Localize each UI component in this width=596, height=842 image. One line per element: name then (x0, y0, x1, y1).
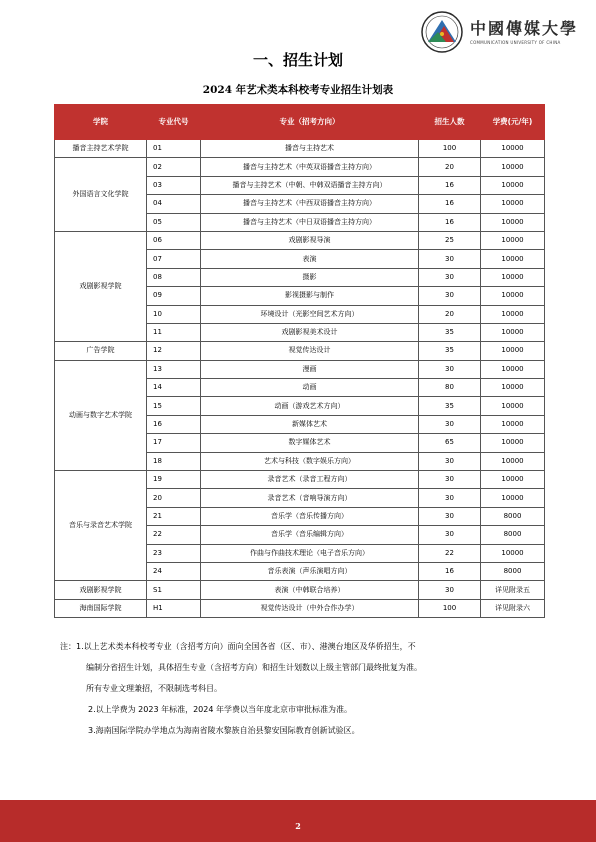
major-cell: 数字媒体艺术 (201, 434, 419, 452)
table-row (55, 342, 545, 360)
quota-cell: 16 (419, 213, 481, 231)
note-line-5: 3.海南国际学院办学地点为海南省陵水黎族自治县黎安国际教育创新试验区。 (88, 726, 360, 735)
code-cell: 19 (147, 471, 201, 489)
quota-cell: 30 (419, 360, 481, 378)
fee-cell: 10000 (481, 305, 545, 323)
major-cell: 新媒体艺术 (201, 415, 419, 433)
note-line-3: 所有专业文理兼招，不限制选考科目。 (86, 684, 222, 693)
quota-cell: 100 (419, 599, 481, 617)
notes (60, 636, 546, 741)
code-cell: 10 (147, 305, 201, 323)
quota-cell: 80 (419, 379, 481, 397)
fee-cell: 10000 (481, 544, 545, 562)
major-cell: 音乐学（音乐传播方向） (201, 507, 419, 525)
major-cell: 播音与主持艺术（中日双语播音主持方向） (201, 213, 419, 231)
fee-cell: 10000 (481, 213, 545, 231)
code-cell: H1 (147, 599, 201, 617)
table-header-row (55, 105, 545, 140)
fee-cell: 10000 (481, 176, 545, 194)
fee-cell: 8000 (481, 526, 545, 544)
code-cell: 20 (147, 489, 201, 507)
major-cell: 漫画 (201, 360, 419, 378)
quota-cell: 35 (419, 342, 481, 360)
enrollment-plan-table (54, 104, 545, 618)
quota-cell: 16 (419, 176, 481, 194)
quota-cell: 100 (419, 140, 481, 158)
table-row (55, 158, 545, 176)
code-cell: 01 (147, 140, 201, 158)
quota-cell: 20 (419, 158, 481, 176)
major-cell: 作曲与作曲技术理论（电子音乐方向） (201, 544, 419, 562)
college-cell: 音乐与录音艺术学院 (55, 471, 147, 581)
major-cell: 播音与主持艺术（中西双语播音主持方向） (201, 195, 419, 213)
quota-cell: 30 (419, 250, 481, 268)
code-cell: 04 (147, 195, 201, 213)
code-cell: 15 (147, 397, 201, 415)
fee-cell: 10000 (481, 342, 545, 360)
code-cell: 05 (147, 213, 201, 231)
fee-cell: 详见附录六 (481, 599, 545, 617)
table-row (55, 231, 545, 249)
code-cell: 07 (147, 250, 201, 268)
table-row (55, 360, 545, 378)
quota-cell: 22 (419, 544, 481, 562)
code-cell: 02 (147, 158, 201, 176)
major-cell: 播音与主持艺术（中朝、中韩双语播音主持方向） (201, 176, 419, 194)
major-cell: 艺术与科技（数字娱乐方向） (201, 452, 419, 470)
fee-cell: 10000 (481, 268, 545, 286)
major-cell: 播音与主持艺术 (201, 140, 419, 158)
fee-cell: 10000 (481, 397, 545, 415)
quota-cell: 30 (419, 452, 481, 470)
quota-cell: 16 (419, 195, 481, 213)
code-cell: 13 (147, 360, 201, 378)
major-cell: 录音艺术（录音工程方向） (201, 471, 419, 489)
code-cell: 14 (147, 379, 201, 397)
major-cell: 视觉传达设计（中外合作办学） (201, 599, 419, 617)
quota-cell: 20 (419, 305, 481, 323)
major-cell: 动画（游戏艺术方向） (201, 397, 419, 415)
quota-cell: 35 (419, 323, 481, 341)
major-cell: 音乐学（音乐编辑方向） (201, 526, 419, 544)
header-major: 专业（招考方向） (201, 105, 419, 140)
quota-cell: 30 (419, 415, 481, 433)
section-title: 一、招生计划 (252, 51, 343, 69)
quota-cell: 30 (419, 471, 481, 489)
table-body (55, 140, 545, 618)
fee-cell: 10000 (481, 434, 545, 452)
quota-cell: 30 (419, 489, 481, 507)
major-cell: 影视摄影与制作 (201, 287, 419, 305)
university-emblem-icon (420, 10, 464, 54)
college-cell: 海南国际学院 (55, 599, 147, 617)
code-cell: 23 (147, 544, 201, 562)
major-cell: 表演（中韩联合培养） (201, 581, 419, 599)
code-cell: 16 (147, 415, 201, 433)
header-quota: 招生人数 (419, 105, 481, 140)
major-cell: 播音与主持艺术（中英双语播音主持方向） (201, 158, 419, 176)
fee-cell: 10000 (481, 415, 545, 433)
quota-cell: 65 (419, 434, 481, 452)
major-cell: 视觉传达设计 (201, 342, 419, 360)
fee-cell: 10000 (481, 323, 545, 341)
fee-cell: 10000 (481, 158, 545, 176)
quota-cell: 30 (419, 287, 481, 305)
school-name-en: COMMUNICATION UNIVERSITY OF CHINA (470, 40, 561, 45)
code-cell: 03 (147, 176, 201, 194)
note-line-2: 编制分省招生计划，具体招生专业（含招考方向）和招生计划数以上级主管部门最终批复为准。 (86, 663, 422, 672)
major-cell: 音乐表演（声乐演唱方向） (201, 562, 419, 580)
note-line-4: 2.以上学费为 2023 年标准，2024 年学费以当年度北京市审批标准为准。 (88, 705, 352, 714)
college-cell: 动画与数字艺术学院 (55, 360, 147, 470)
major-cell: 戏剧影视导演 (201, 231, 419, 249)
major-cell: 动画 (201, 379, 419, 397)
college-cell: 戏剧影视学院 (55, 231, 147, 341)
fee-cell: 10000 (481, 140, 545, 158)
fee-cell: 10000 (481, 195, 545, 213)
quota-cell: 30 (419, 526, 481, 544)
quota-cell: 30 (419, 507, 481, 525)
fee-cell: 8000 (481, 562, 545, 580)
note-line-1: 注：1.以上艺术类本科校考专业（含招考方向）面向全国各省（区、市）、港澳台地区及华侨招生，不 (60, 642, 416, 651)
fee-cell: 8000 (481, 507, 545, 525)
code-cell: S1 (147, 581, 201, 599)
school-name-cn: 中國傳媒大學 (470, 19, 579, 38)
code-cell: 12 (147, 342, 201, 360)
code-cell: 17 (147, 434, 201, 452)
fee-cell: 详见附录五 (481, 581, 545, 599)
code-cell: 24 (147, 562, 201, 580)
quota-cell: 25 (419, 231, 481, 249)
quota-cell: 16 (419, 562, 481, 580)
college-cell: 外国语言文化学院 (55, 158, 147, 232)
fee-cell: 10000 (481, 287, 545, 305)
quota-cell: 30 (419, 268, 481, 286)
fee-cell: 10000 (481, 231, 545, 249)
major-cell: 录音艺术（音响导演方向） (201, 489, 419, 507)
table-title: 2024 年艺术类本科校考专业招生计划表 (202, 84, 394, 96)
code-cell: 18 (147, 452, 201, 470)
major-cell: 戏剧影视美术设计 (201, 323, 419, 341)
table-row (55, 581, 545, 599)
major-cell: 环境设计（光影空间艺术方向） (201, 305, 419, 323)
code-cell: 21 (147, 507, 201, 525)
page-number: 2 (295, 821, 301, 831)
table-row (55, 140, 545, 158)
code-cell: 11 (147, 323, 201, 341)
code-cell: 08 (147, 268, 201, 286)
header-code: 专业代号 (147, 105, 201, 140)
college-cell: 播音主持艺术学院 (55, 140, 147, 158)
code-cell: 09 (147, 287, 201, 305)
fee-cell: 10000 (481, 471, 545, 489)
quota-cell: 30 (419, 581, 481, 599)
code-cell: 06 (147, 231, 201, 249)
college-cell: 广告学院 (55, 342, 147, 360)
fee-cell: 10000 (481, 360, 545, 378)
fee-cell: 10000 (481, 250, 545, 268)
header-fee: 学费(元/年) (481, 105, 545, 140)
major-cell: 表演 (201, 250, 419, 268)
table-row (55, 471, 545, 489)
header-college: 学院 (55, 105, 147, 140)
fee-cell: 10000 (481, 379, 545, 397)
quota-cell: 35 (419, 397, 481, 415)
major-cell: 摄影 (201, 268, 419, 286)
college-cell: 戏剧影视学院 (55, 581, 147, 599)
code-cell: 22 (147, 526, 201, 544)
fee-cell: 10000 (481, 452, 545, 470)
table-row (55, 599, 545, 617)
fee-cell: 10000 (481, 489, 545, 507)
